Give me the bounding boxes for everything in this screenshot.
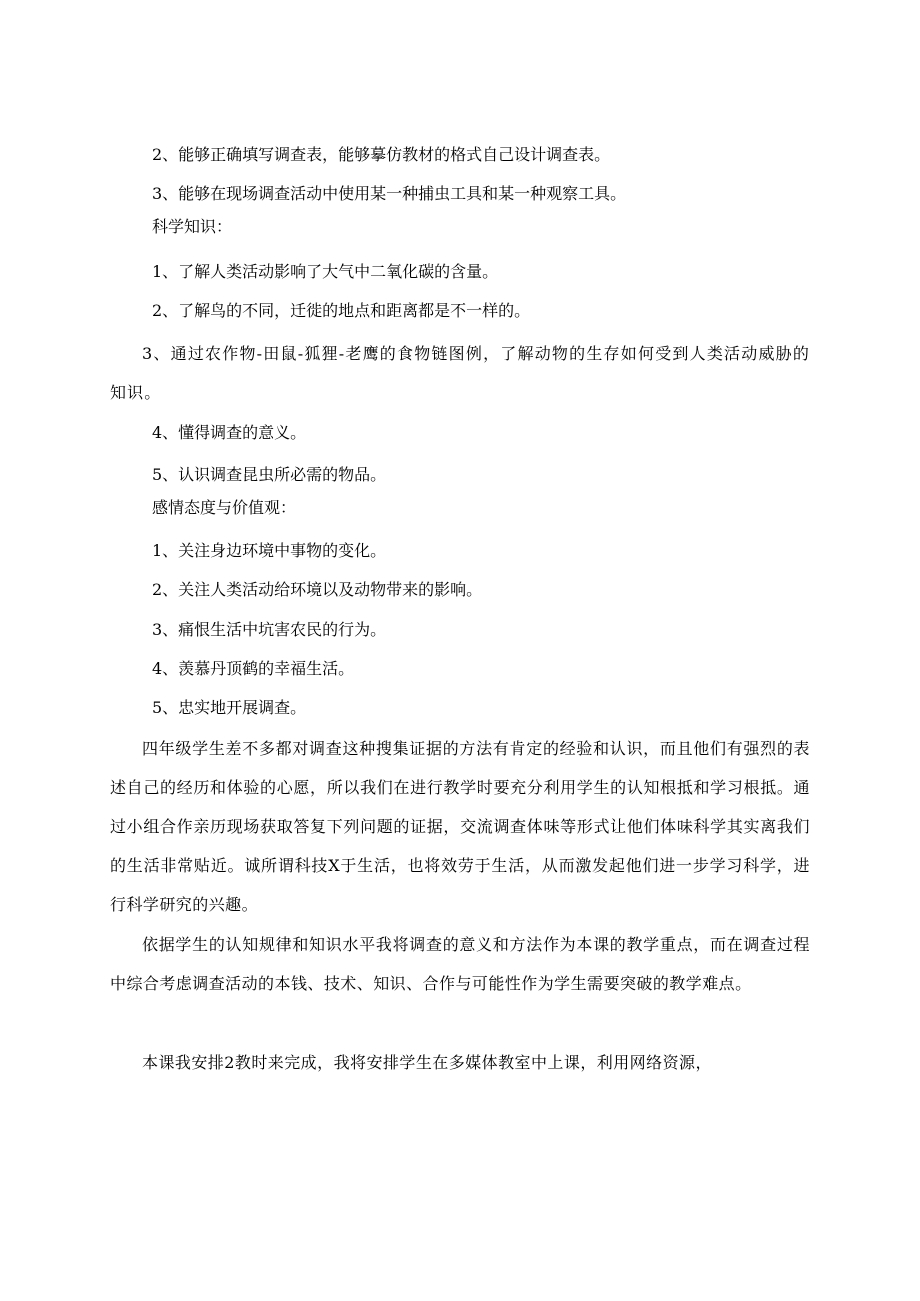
knowledge-item-3: 3、通过农作物-田鼠-狐狸-老鹰的食物链图例，了解动物的生存如何受到人类活动威胁的知识。 bbox=[110, 344, 810, 402]
focus-paragraph: 依据学生的认知规律和知识水平我将调查的意义和方法作为本课的教学重点，而在调查过程中综合考虑调查活动的本钱、技术、知识、合作与可能性作为学生需要突破的教学难点。 bbox=[110, 935, 810, 993]
knowledge-item-4: 4、懂得调查的意义。 bbox=[152, 423, 307, 442]
attitude-item-2: 2、关注人类活动给环境以及动物带来的影响。 bbox=[152, 580, 483, 599]
knowledge-item-2: 2、了解鸟的不同，迁徙的地点和距离都是不一样的。 bbox=[152, 301, 531, 320]
knowledge-item-1: 1、了解人类活动影响了大气中二氧化碳的含量。 bbox=[152, 262, 499, 281]
skill-item-2: 2、能够正确填写调查表，能够摹仿教材的格式自己设计调查表。 bbox=[152, 145, 611, 164]
attitude-item-1: 1、关注身边环境中事物的变化。 bbox=[152, 541, 387, 560]
knowledge-heading: 科学知识： bbox=[152, 217, 233, 236]
attitude-heading: 感情态度与价值观： bbox=[152, 498, 297, 517]
attitude-item-4: 4、羡慕丹顶鹤的幸福生活。 bbox=[152, 659, 355, 678]
knowledge-item-5: 5、认识调查昆虫所必需的物品。 bbox=[152, 465, 387, 484]
attitude-item-3: 3、痛恨生活中坑害农民的行为。 bbox=[152, 620, 387, 639]
schedule-paragraph: 本课我安排2教时来完成，我将安排学生在多媒体教室中上课，利用网络资源， bbox=[142, 1053, 712, 1072]
skill-item-3: 3、能够在现场调查活动中使用某一种捕虫工具和某一种观察工具。 bbox=[152, 184, 627, 203]
students-paragraph: 四年级学生差不多都对调查这种搜集证据的方法有肯定的经验和认识，而且他们有强烈的表述自己的经历和体验的心愿，所以我们在进行教学时要充分利用学生的认知根抵和学习根抵。通过小组合作亲历现场获取答复下列问题的证据，交流调查体味等形式让他们体味科学其实离我们的生活非常贴近。诚所谓科技X于生活，也将效劳于生活，从而激发起他们进一步学习科学，进行科学研究的兴趣。 bbox=[110, 739, 810, 914]
attitude-item-5: 5、忠实地开展调查。 bbox=[152, 698, 307, 717]
